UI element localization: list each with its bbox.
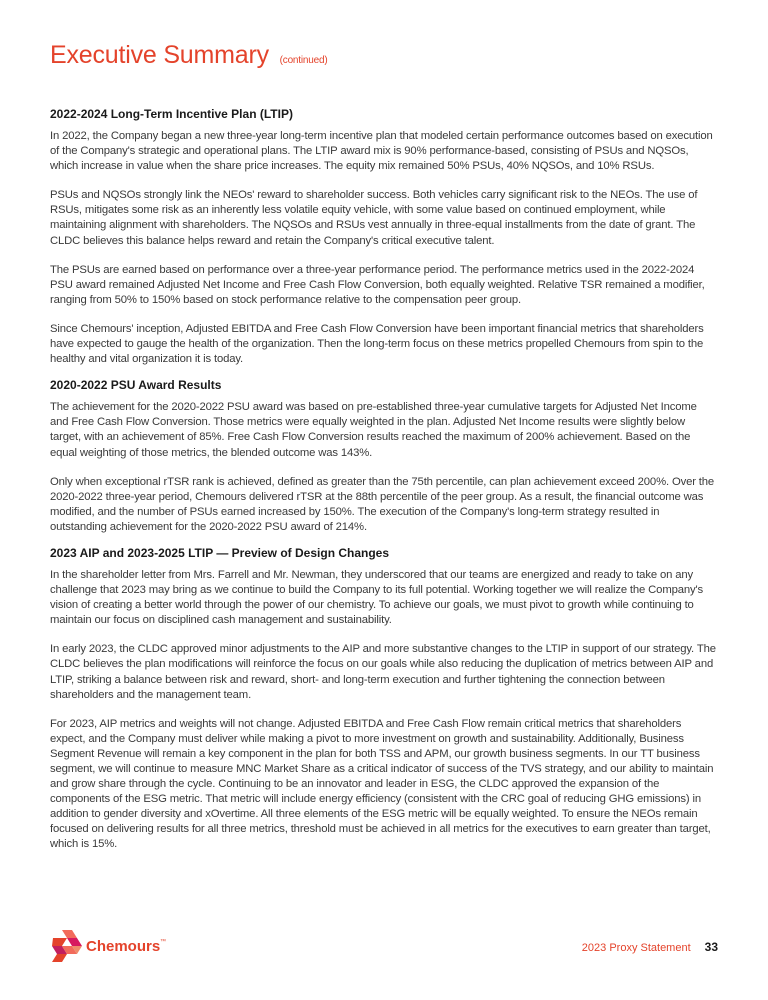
page-footer	[582, 940, 718, 954]
paragraph: The achievement for the 2020-2022 PSU award was based on pre-established three-year cumulative targets for Adjusted Net Income and Free Cash Flow Conversion. Those metrics were equally weighted in the plan. Adjusted Net Income results were slightly below target, with an achievement of 85%. Free Cash Flow Conversion results reached the maximum of 200% achievement. Based on the equal weighting of those metrics, the blended outcome was 143%.	[50, 401, 697, 459]
title-continued: (continued)	[279, 55, 328, 66]
paragraph: In early 2023, the CLDC approved minor adjustments to the AIP and more substantive changes to the LTIP in support of our strategy. The CLDC believes the plan modifications will reinforce the focus on our goals while also reducing the duplication of metrics between AIP and LTIP, striking a balance between risk and reward, short- and long-term execution and further tightening the connection between shareholders and the management team.	[50, 643, 716, 701]
paragraph: For 2023, AIP metrics and weights will not change. Adjusted EBITDA and Free Cash Flow remain critical metrics that shareholders expect, and the Company must deliver while making a pivot to more investment on growth and sustainability. Additionally, Business Segment Revenue will remain a key component in the plan for both TSS and APM, our growth business segments. In our TT business segment, we will continue to measure MNC Market Share as a critical indicator of success of the TVS strategy, and our ability to maintain and grow share through the cycle. Continuing to be an innovator and leader in ESG, the CLDC approved the expansion of the components of the ESG metric. That metric will include energy efficiency (consistent with the CRC goal of reducing GHG emissions) in addition to gender diversity and xOvertime. All three elements of the ESG metric will be equally weighted. To ensure the NEOs remain focused on delivering results for all three metrics, threshold must be achieved in all metrics for the executives to earn greater than target, which is 15%.	[50, 717, 714, 851]
paragraph: PSUs and NQSOs strongly link the NEOs' reward to shareholder success. Both vehicles carry significant risk to the NEOs. The use of RSUs, mitigates some risk as an inherently less volatile equity vehicle, with some value based on continued employment, while maintaining alignment with shareholders. The NQSOs and RSUs vest annually in three-equal installments from the date of grant. The CLDC believes this balance helps reward and retain the Company's critical executive talent.	[50, 189, 698, 247]
section-heading-ltip: 2022-2024 Long-Term Incentive Plan (LTIP)	[50, 107, 293, 121]
paragraph: In 2022, the Company began a new three-year long-term incentive plan that modeled certain performance outcomes based on execution of the Company's strategic and operational plans. The LTIP award mix is 90% performance-based, consisting of PSUs and NQSOs, which increase in value when the share price increases. The equity mix remained 50% PSUs, 40% NQSOs, and 10% RSUs.	[50, 130, 713, 173]
page-number: 33	[704, 940, 718, 954]
logo-trademark: ™	[160, 939, 166, 945]
footer-doc-title: 2023 Proxy Statement	[581, 942, 691, 954]
logo-wordmark: Chemours	[86, 938, 161, 955]
paragraph: Only when exceptional rTSR rank is achieved, defined as greater than the 75th percentile, can plan achievement exceed 200%. Over the 2020-2022 three-year period, Chemours delivered rTSR at the 88th percentile of the peer group. As a result, the financial outcome was modified, and the number of PSUs earned increased by 150%. The execution of the Company's long-term strategy resulted in outstanding achievement for the 2020-2022 PSU award of 214%.	[50, 475, 715, 533]
paragraph: The PSUs are earned based on performance over a three-year performance period. The performance metrics used in the 2022-2024 PSU award remained Adjusted Net Income and Free Cash Flow Conversion, both equally weighted. Relative TSR remained a modifier, ranging from 50% to 150% based on stock performance relative to the compensation peer group.	[50, 263, 705, 306]
page-title	[50, 40, 718, 76]
page-content	[50, 40, 718, 853]
section-heading-psu-results: 2020-2022 PSU Award Results	[50, 378, 222, 393]
paragraph: In the shareholder letter from Mrs. Farrell and Mr. Newman, they underscored that our teams are energized and ready to take on any challenge that 2023 may bring as we continue to build the Company to its full potential. Working together we will realize the Company's vision of creating a better world through the power of our chemistry. To achieve our goals, we must pivot to growth while continuing to maintain our focus on disciplined cash management and sustainability.	[50, 568, 703, 627]
paragraph: Since Chemours' inception, Adjusted EBITDA and Free Cash Flow Conversion have been important financial metrics that shareholders have expected to gauge the health of the organization. Then the long-term focus on these metrics propelled Chemours from spin to the healthy and vital organization it is today.	[50, 322, 704, 366]
title-text: Executive Summary	[50, 41, 269, 69]
section-heading-design-changes: 2023 AIP and 2023-2025 LTIP — Preview of Design Changes	[50, 545, 390, 560]
chemours-mark-icon	[52, 930, 82, 962]
chemours-logo	[50, 928, 180, 964]
